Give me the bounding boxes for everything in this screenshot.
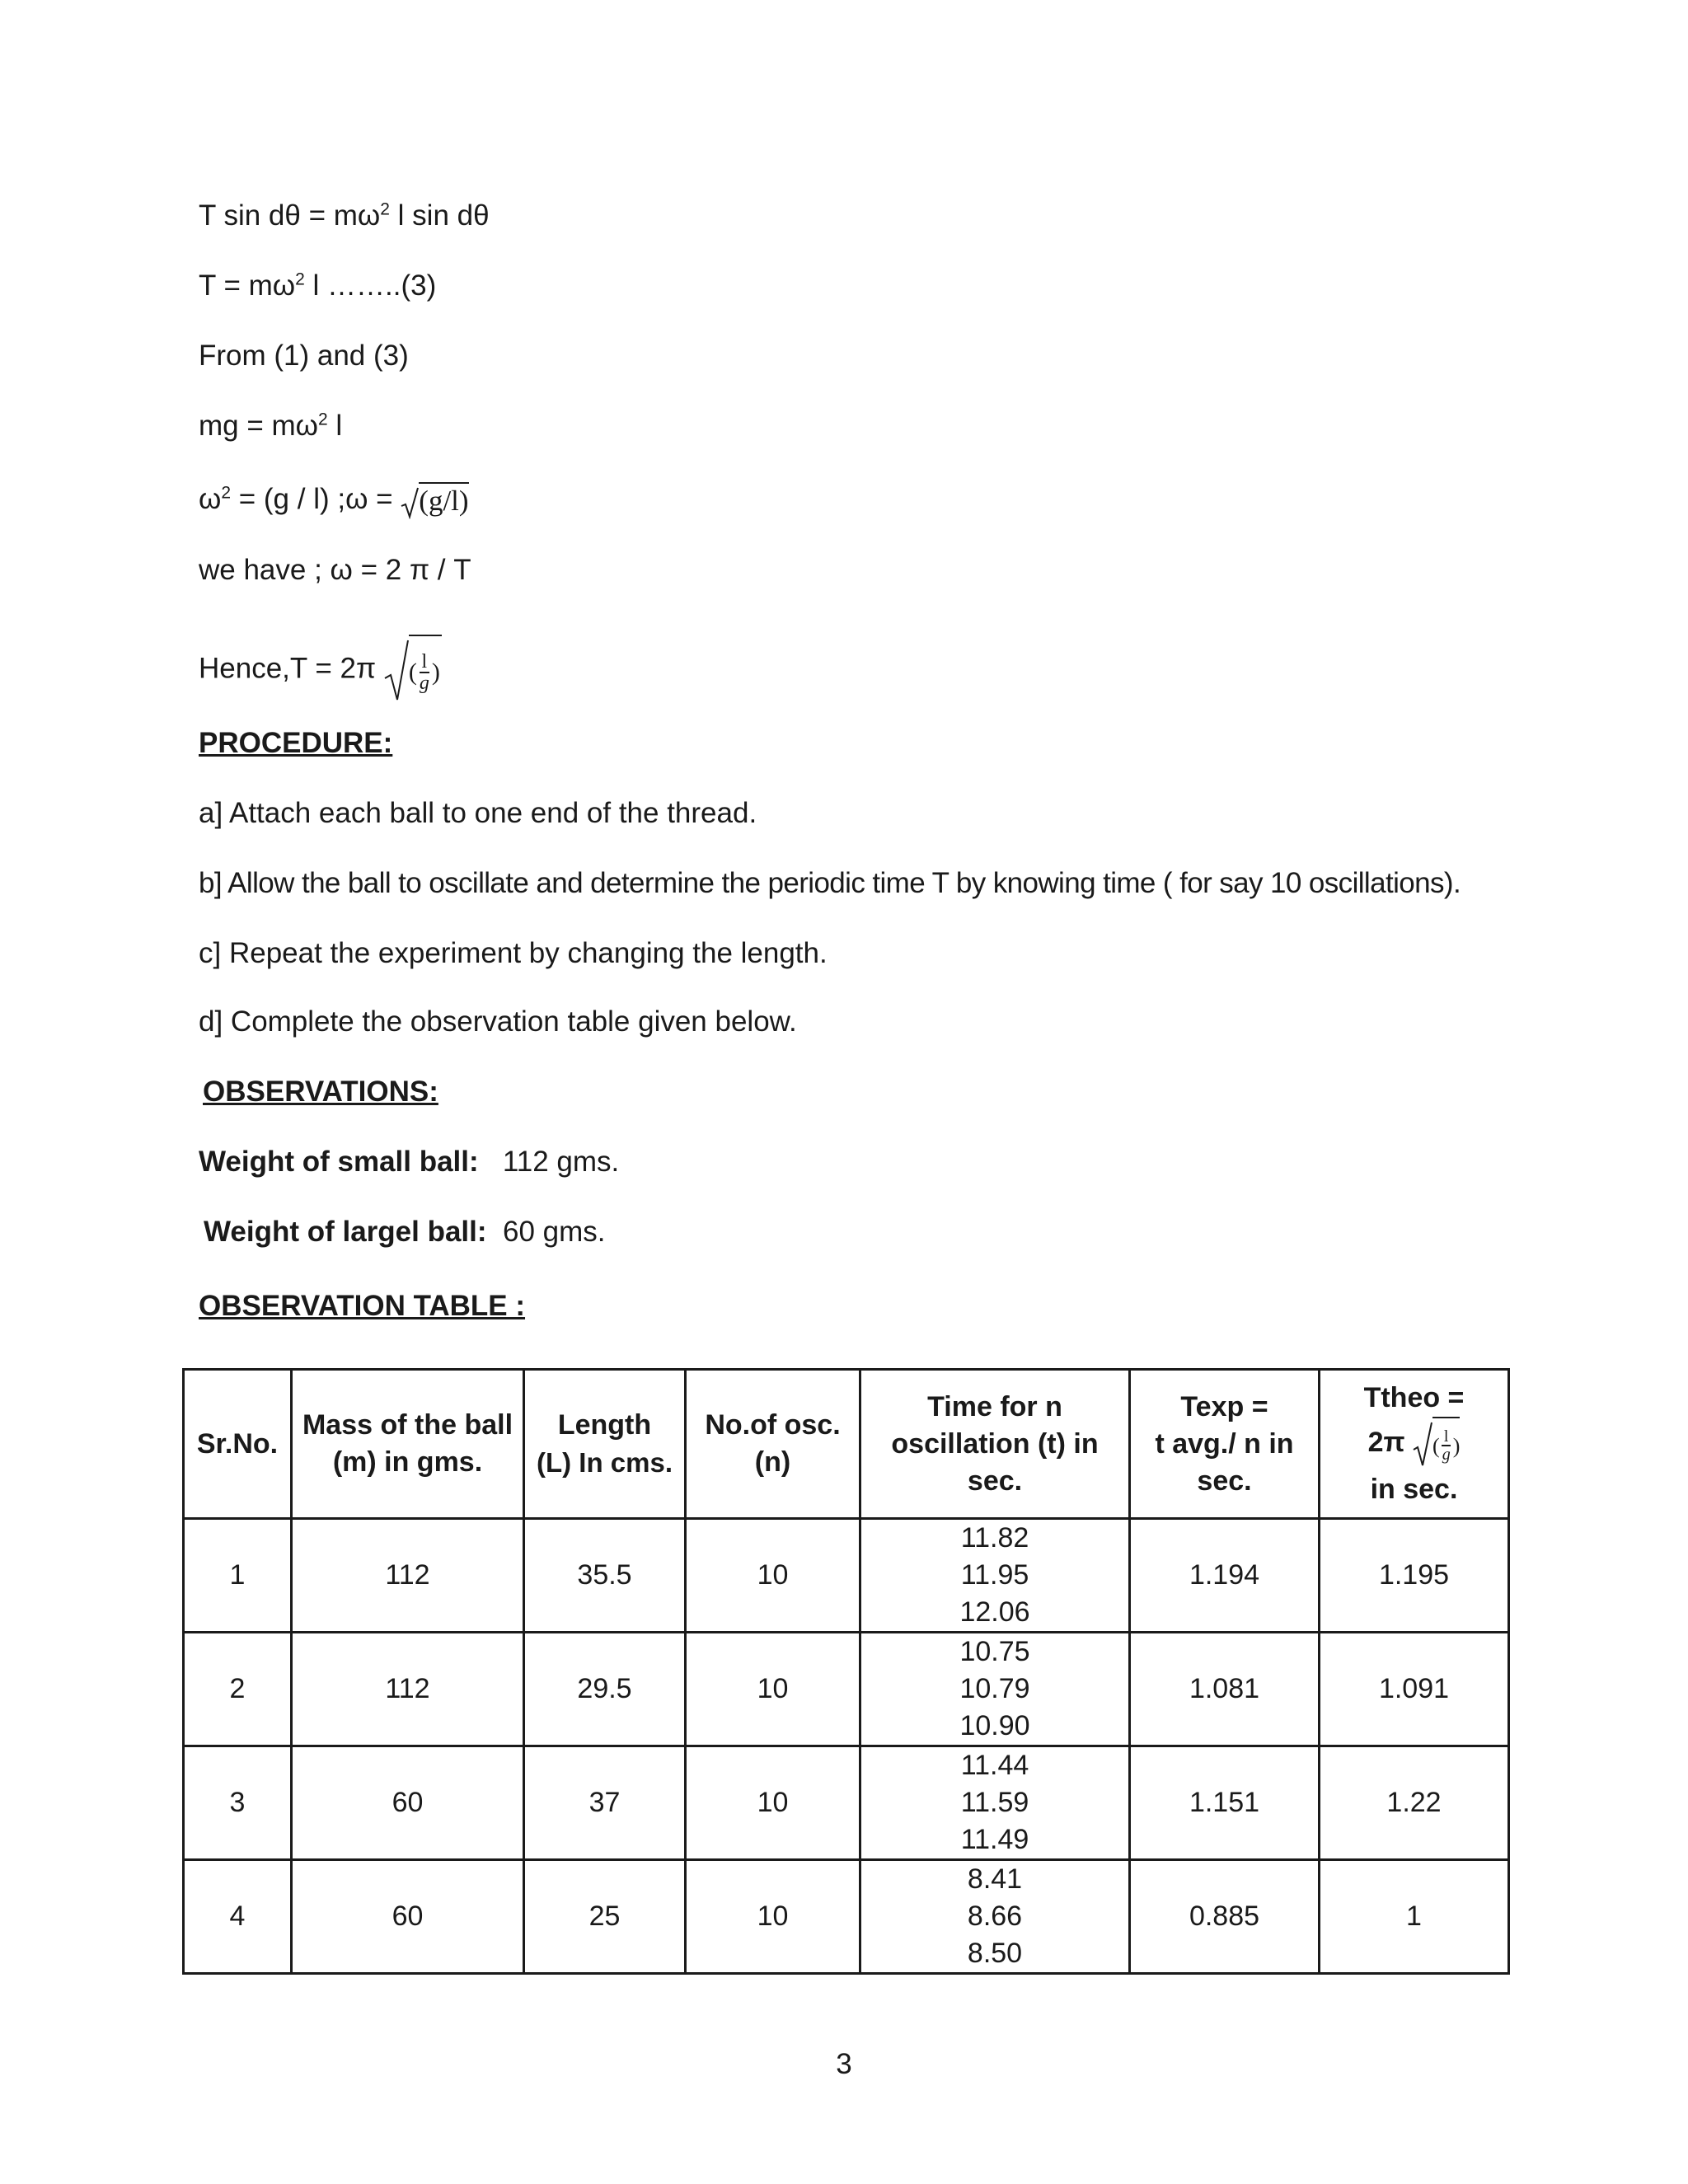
- cell-time: 11.82 11.95 12.06: [860, 1519, 1130, 1633]
- fraction-l-over-g: $\frac{l}{g}$: [419, 650, 429, 694]
- header-length: Length (L) In cms.: [524, 1370, 686, 1519]
- cell-texp: 1.081: [1130, 1633, 1320, 1746]
- header-mass: Mass of the ball (m) in gms.: [292, 1370, 524, 1519]
- cell-length: 35.5: [524, 1519, 686, 1633]
- fraction-l-over-g: $\frac{l}{g}$: [1442, 1427, 1451, 1465]
- cell-mass: 60: [292, 1746, 524, 1860]
- sqrt-icon: (g/l): [401, 483, 468, 519]
- procedure-step-a: a] Attach each ball to one end of the thread.: [199, 797, 757, 829]
- cell-ttheo: 1: [1320, 1860, 1509, 1974]
- cell-ttheo: 1.091: [1320, 1633, 1509, 1746]
- procedure-heading: PROCEDURE:: [199, 727, 393, 759]
- table-row: [184, 1519, 1509, 1633]
- text-from-equations: From (1) and (3): [199, 340, 409, 372]
- cell-sr-no: 2: [184, 1633, 292, 1746]
- cell-mass: 112: [292, 1633, 524, 1746]
- equation-mg: mg = $m\omega^2$ l: [199, 410, 343, 442]
- cell-oscillations: 10: [686, 1633, 860, 1746]
- page-number: 3: [836, 2048, 852, 2080]
- equation-tension: $T = m\omega^2$ l ……..(3): [199, 269, 437, 302]
- header-ttheo: Ttheo = 2π ( $\frac{l}{g}$ ) in sec.: [1320, 1370, 1509, 1519]
- cell-ttheo: 1.195: [1320, 1519, 1509, 1633]
- cell-length: 29.5: [524, 1633, 686, 1746]
- observation-table-heading: OBSERVATION TABLE :: [199, 1290, 526, 1322]
- table-row: [184, 1746, 1509, 1860]
- equation-period: Hence,T = 2π ( $\frac{l}{g}$ ): [199, 635, 442, 705]
- cell-ttheo: 1.22: [1320, 1746, 1509, 1860]
- header-oscillations: No.of osc. (n): [686, 1370, 860, 1519]
- cell-time: 11.44 11.59 11.49: [860, 1746, 1130, 1860]
- cell-mass: 112: [292, 1519, 524, 1633]
- header-texp: Texp = t avg./ n in sec.: [1130, 1370, 1320, 1519]
- cell-sr-no: 4: [184, 1860, 292, 1974]
- equation-omega-period: we have ; ω = 2 π / T: [199, 554, 471, 586]
- equation-omega: $\omega^2 = (g / l)$ ;ω = (g/l): [199, 481, 469, 519]
- table-header-row: [184, 1370, 1509, 1519]
- observation-table: [182, 1368, 1510, 1975]
- procedure-step-c: c] Repeat the experiment by changing the length.: [199, 937, 828, 969]
- sqrt-icon: ( $\frac{l}{g}$ ): [384, 635, 442, 705]
- table-row: [184, 1860, 1509, 1974]
- header-time: Time for n oscillation (t) in sec.: [860, 1370, 1130, 1519]
- equation-tension-balance: T $\sin d\theta = m\omega^2$ l sin dθ: [199, 199, 490, 232]
- large-ball-weight: Weight of largel ball: 60 gms.: [204, 1216, 606, 1248]
- cell-oscillations: 10: [686, 1860, 860, 1974]
- small-ball-weight: Weight of small ball: 112 gms.: [199, 1146, 620, 1178]
- cell-time: 8.41 8.66 8.50: [860, 1860, 1130, 1974]
- cell-time: 10.75 10.79 10.90: [860, 1633, 1130, 1746]
- procedure-step-b: b] Allow the ball to oscillate and determine the periodic time T by knowing time ( for say 10 oscillations).: [199, 867, 1461, 899]
- cell-mass: 60: [292, 1860, 524, 1974]
- procedure-step-d: d] Complete the observation table given below.: [199, 1005, 797, 1038]
- cell-length: 37: [524, 1746, 686, 1860]
- table-row: [184, 1633, 1509, 1746]
- cell-oscillations: 10: [686, 1519, 860, 1633]
- cell-oscillations: 10: [686, 1746, 860, 1860]
- cell-texp: 1.151: [1130, 1746, 1320, 1860]
- cell-sr-no: 1: [184, 1519, 292, 1633]
- cell-length: 25: [524, 1860, 686, 1974]
- cell-texp: 1.194: [1130, 1519, 1320, 1633]
- header-sr-no: Sr.No.: [184, 1370, 292, 1519]
- cell-sr-no: 3: [184, 1746, 292, 1860]
- cell-texp: 0.885: [1130, 1860, 1320, 1974]
- observations-heading: OBSERVATIONS:: [203, 1076, 438, 1108]
- sqrt-icon: ( $\frac{l}{g}$ ): [1413, 1417, 1460, 1471]
